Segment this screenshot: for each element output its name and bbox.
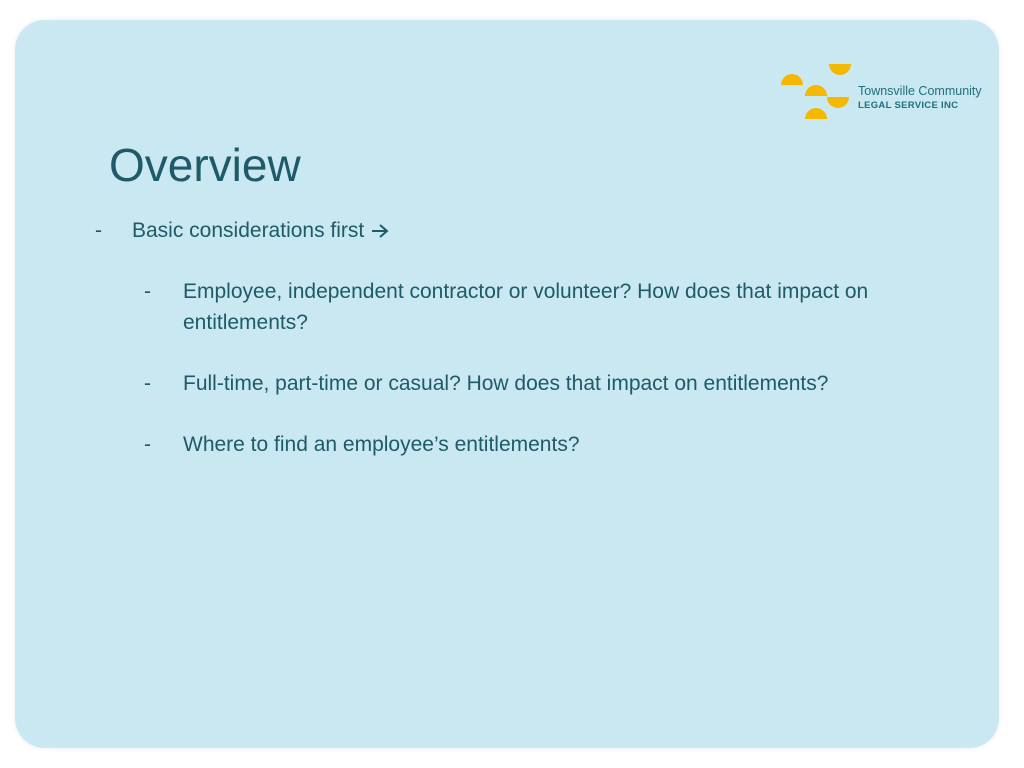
bullet-marker: -: [144, 433, 151, 456]
bullet-text: Employee, independent contractor or volunteer? How does that impact on entitlements?: [183, 280, 869, 334]
organization-logo: [781, 62, 1011, 122]
logo-sun-mark-icon: [781, 62, 851, 120]
bullet-item: [183, 429, 943, 460]
logo-name-line: Townsville Community: [858, 84, 982, 98]
bullet-text: Full-time, part-time or casual? How does that impact on entitlements?: [183, 372, 829, 395]
bullet-marker: -: [95, 219, 102, 242]
bullet-item: [132, 215, 832, 246]
slide: [15, 20, 999, 748]
logo-text: [858, 85, 982, 110]
bullet-text: Where to find an employee’s entitlements?: [183, 433, 580, 456]
bullet-item: [183, 368, 963, 399]
bullet-marker: -: [144, 280, 151, 303]
bullet-text: Basic considerations first: [132, 219, 365, 242]
right-arrow-icon: [370, 223, 390, 239]
bullet-marker: -: [144, 372, 151, 395]
bullet-item: [183, 276, 943, 338]
logo-subtitle-line: LEGAL SERVICE INC: [858, 99, 959, 111]
slide-title: Overview: [109, 139, 301, 191]
